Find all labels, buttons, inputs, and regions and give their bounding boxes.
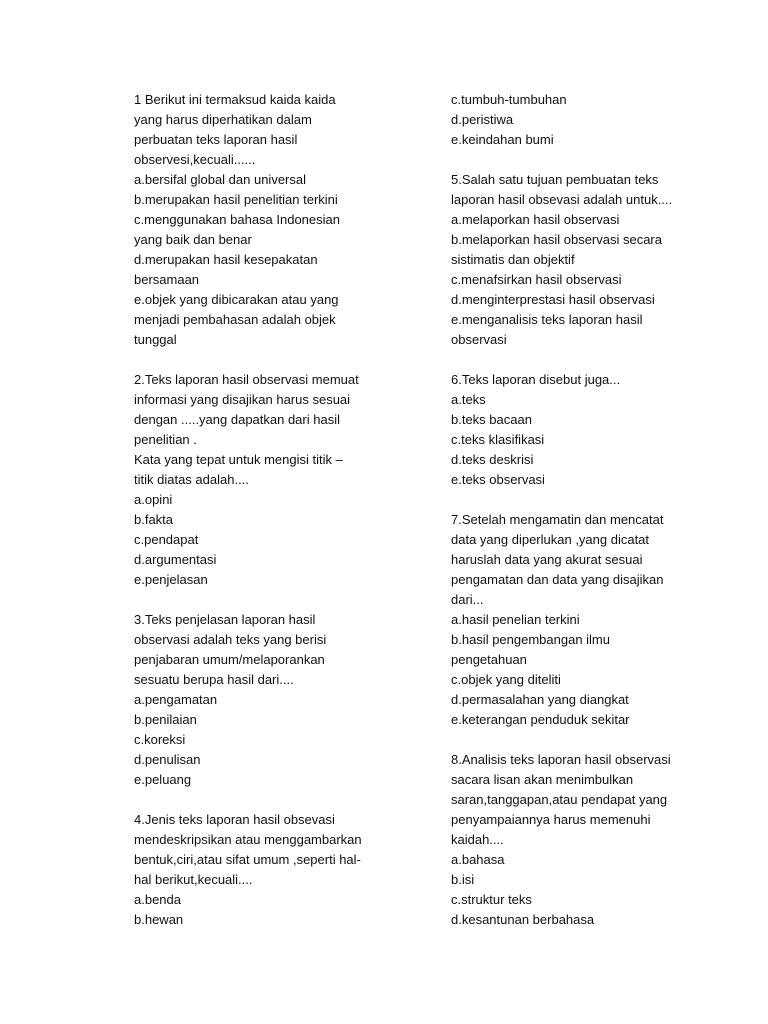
- question-7-line: data yang diperlukan ,yang dicatat: [451, 532, 650, 547]
- question-6-option-a: a.teks: [451, 392, 486, 407]
- question-5-option-e-cont: observasi: [451, 332, 507, 347]
- question-4-line: hal berikut,kecuali....: [134, 872, 253, 887]
- question-7-option-b: b.hasil pengembangan ilmu: [451, 632, 610, 647]
- question-8-line: sacara lisan akan menimbulkan: [451, 772, 634, 787]
- question-7-option-c: c.objek yang diteliti: [451, 672, 561, 687]
- question-8-line: 8.Analisis teks laporan hasil observasi: [451, 752, 671, 767]
- question-4-line: bentuk,ciri,atau sifat umum ,seperti hal-: [134, 852, 361, 867]
- question-1-option-c: c.menggunakan bahasa Indonesian: [134, 212, 340, 227]
- question-4-line: mendeskripsikan atau menggambarkan: [134, 832, 362, 847]
- question-4-option-c: c.tumbuh-tumbuhan: [451, 92, 567, 107]
- question-8-option-a: a.bahasa: [451, 852, 505, 867]
- question-2-option-a: a.opini: [134, 492, 173, 507]
- question-2-option-c: c.pendapat: [134, 532, 199, 547]
- question-1-option-d: d.merupakan hasil kesepakatan: [134, 252, 318, 267]
- question-5-option-e: e.menganalisis teks laporan hasil: [451, 312, 643, 327]
- question-5-option-d: d.menginterprestasi hasil observasi: [451, 292, 655, 307]
- question-3-option-d: d.penulisan: [134, 752, 201, 767]
- question-7-option-e: e.keterangan penduduk sekitar: [451, 712, 630, 727]
- question-2-line: Kata yang tepat untuk mengisi titik –: [134, 452, 343, 467]
- question-7-line: 7.Setelah mengamatin dan mencatat: [451, 512, 664, 527]
- question-4-line: 4.Jenis teks laporan hasil obsevasi: [134, 812, 335, 827]
- question-6-option-d: d.teks deskrisi: [451, 452, 534, 467]
- question-2-option-e: e.penjelasan: [134, 572, 208, 587]
- question-8-line: saran,tanggapan,atau pendapat yang: [451, 792, 668, 807]
- question-1-line: yang harus diperhatikan dalam: [134, 112, 312, 127]
- question-5-line: 5.Salah satu tujuan pembuatan teks: [451, 172, 659, 187]
- question-7-line: pengamatan dan data yang disajikan: [451, 572, 664, 587]
- question-2-line: penelitian .: [134, 432, 197, 447]
- question-4-option-a: a.benda: [134, 892, 181, 907]
- question-7-line: dari...: [451, 592, 484, 607]
- question-6-option-c: c.teks klasifikasi: [451, 432, 545, 447]
- question-5-option-c: c.menafsirkan hasil observasi: [451, 272, 622, 287]
- question-1: [134, 90, 374, 350]
- question-6-line: 6.Teks laporan disebut juga...: [451, 372, 621, 387]
- question-2-line: 2.Teks laporan hasil observasi memuat: [134, 372, 359, 387]
- question-7-option-a: a.hasil penelian terkini: [451, 612, 580, 627]
- question-5-option-a: a.melaporkan hasil observasi: [451, 212, 620, 227]
- question-1-option-d-cont: bersamaan: [134, 272, 200, 287]
- question-3-line: sesuatu berupa hasil dari....: [134, 672, 294, 687]
- question-1-option-e-cont: tunggal: [134, 332, 177, 347]
- question-3-option-c: c.koreksi: [134, 732, 186, 747]
- question-6-option-e: e.teks observasi: [451, 472, 545, 487]
- question-6: [451, 370, 681, 490]
- question-7-option-d: d.permasalahan yang diangkat: [451, 692, 629, 707]
- question-3-option-e: e.peluang: [134, 772, 192, 787]
- question-4-option-b: b.hewan: [134, 912, 184, 927]
- question-3-line: observasi adalah teks yang berisi: [134, 632, 327, 647]
- question-8: [451, 750, 681, 930]
- left-column: [134, 90, 374, 930]
- question-1-option-e-cont: menjadi pembahasan adalah objek: [134, 312, 336, 327]
- question-2-line: dengan .....yang dapatkan dari hasil: [134, 412, 340, 427]
- question-2-line: titik diatas adalah....: [134, 472, 249, 487]
- question-7: [451, 510, 681, 730]
- question-5-option-b: b.melaporkan hasil observasi secara: [451, 232, 662, 247]
- question-1-line: 1 Berikut ini termaksud kaida kaida: [134, 92, 336, 107]
- question-2-line: informasi yang disajikan harus sesuai: [134, 392, 351, 407]
- question-8-line: kaidah....: [451, 832, 504, 847]
- question-2: [134, 370, 374, 590]
- question-1-option-a: a.bersifal global dan universal: [134, 172, 306, 187]
- question-3-option-a: a.pengamatan: [134, 692, 218, 707]
- question-3-line: penjabaran umum/melaporankan: [134, 652, 325, 667]
- question-1-line: observesi,kecuali......: [134, 152, 256, 167]
- right-column: [451, 90, 681, 930]
- question-5-line: laporan hasil obsevasi adalah untuk....: [451, 192, 673, 207]
- question-1-option-b: b.merupakan hasil penelitian terkini: [134, 192, 338, 207]
- question-2-option-b: b.fakta: [134, 512, 174, 527]
- question-4: [134, 810, 374, 930]
- question-5-option-b-cont: sistimatis dan objektif: [451, 252, 575, 267]
- question-4-option-d: d.peristiwa: [451, 112, 514, 127]
- question-3-line: 3.Teks penjelasan laporan hasil: [134, 612, 316, 627]
- question-5: [451, 170, 681, 350]
- question-1-option-c-cont: yang baik dan benar: [134, 232, 252, 247]
- question-6-option-b: b.teks bacaan: [451, 412, 532, 427]
- question-4-option-e: e.keindahan bumi: [451, 132, 554, 147]
- question-4-continued: [451, 90, 681, 150]
- question-7-option-b-cont: pengetahuan: [451, 652, 527, 667]
- question-7-line: haruslah data yang akurat sesuai: [451, 552, 643, 567]
- question-3-option-b: b.penilaian: [134, 712, 197, 727]
- question-3: [134, 610, 374, 790]
- question-8-option-d: d.kesantunan berbahasa: [451, 912, 595, 927]
- question-2-option-d: d.argumentasi: [134, 552, 217, 567]
- question-8-option-c: c.struktur teks: [451, 892, 532, 907]
- question-1-option-e: e.objek yang dibicarakan atau yang: [134, 292, 339, 307]
- question-1-line: perbuatan teks laporan hasil: [134, 132, 298, 147]
- question-8-line: penyampaiannya harus memenuhi: [451, 812, 651, 827]
- question-8-option-b: b.isi: [451, 872, 475, 887]
